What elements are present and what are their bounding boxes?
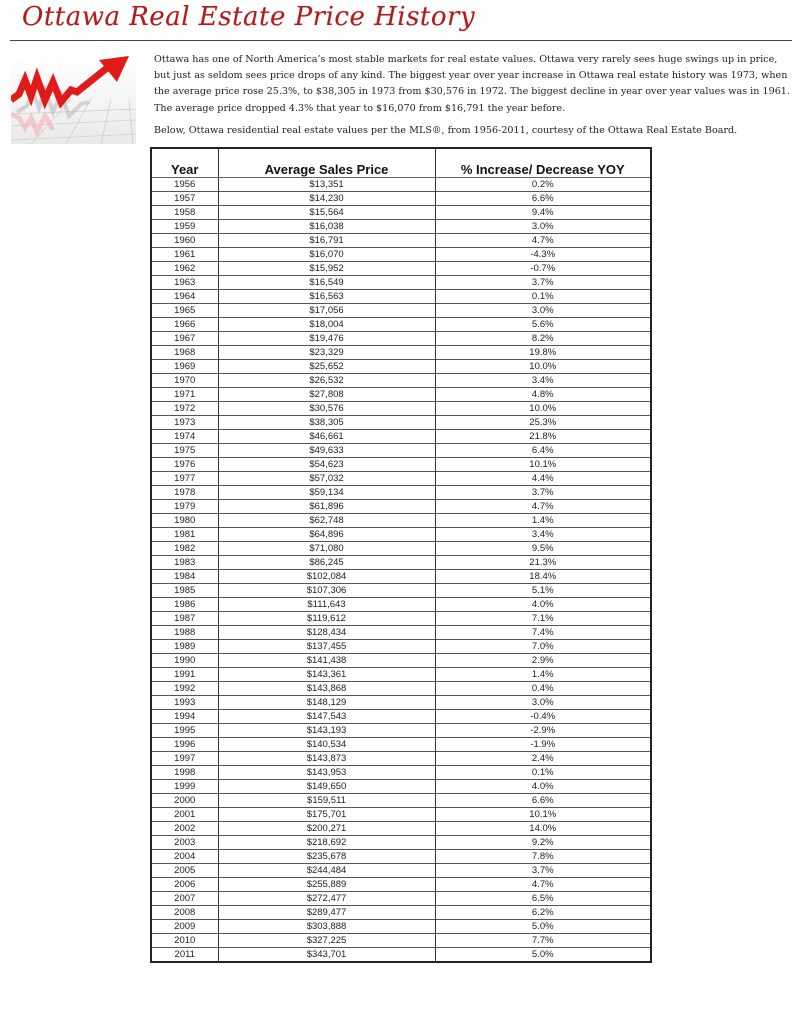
table-row: [151, 878, 651, 892]
cell-average-price: $289,477: [218, 906, 435, 920]
cell-year: 1974: [151, 430, 218, 444]
cell-average-price: $59,134: [218, 486, 435, 500]
cell-percent-change: 19.8%: [435, 346, 651, 360]
cell-year: 2007: [151, 892, 218, 906]
cell-year: 2008: [151, 906, 218, 920]
table-row: [151, 934, 651, 948]
cell-percent-change: 9.2%: [435, 836, 651, 850]
cell-year: 1988: [151, 626, 218, 640]
cell-percent-change: 0.2%: [435, 178, 651, 192]
cell-percent-change: 4.7%: [435, 234, 651, 248]
rising-red-arrow-chart-icon: [11, 54, 136, 144]
cell-average-price: $16,563: [218, 290, 435, 304]
cell-percent-change: -4.3%: [435, 248, 651, 262]
cell-average-price: $244,484: [218, 864, 435, 878]
cell-year: 2001: [151, 808, 218, 822]
table-row: [151, 234, 651, 248]
cell-percent-change: 1.4%: [435, 514, 651, 528]
cell-year: 1992: [151, 682, 218, 696]
cell-average-price: $16,070: [218, 248, 435, 262]
table-row: [151, 668, 651, 682]
cell-year: 2004: [151, 850, 218, 864]
cell-year: 1956: [151, 178, 218, 192]
cell-average-price: $159,511: [218, 794, 435, 808]
cell-average-price: $62,748: [218, 514, 435, 528]
cell-year: 1968: [151, 346, 218, 360]
cell-percent-change: 10.0%: [435, 360, 651, 374]
table-row: [151, 794, 651, 808]
cell-average-price: $147,543: [218, 710, 435, 724]
cell-percent-change: 4.0%: [435, 598, 651, 612]
cell-percent-change: 3.7%: [435, 276, 651, 290]
table-row: [151, 486, 651, 500]
cell-year: 2005: [151, 864, 218, 878]
cell-average-price: $143,193: [218, 724, 435, 738]
table-row: [151, 710, 651, 724]
cell-year: 2002: [151, 822, 218, 836]
cell-percent-change: 4.7%: [435, 878, 651, 892]
cell-average-price: $54,623: [218, 458, 435, 472]
cell-year: 1993: [151, 696, 218, 710]
cell-percent-change: 3.0%: [435, 696, 651, 710]
cell-average-price: $128,434: [218, 626, 435, 640]
table-row: [151, 850, 651, 864]
cell-year: 1975: [151, 444, 218, 458]
table-row: [151, 444, 651, 458]
cell-average-price: $38,305: [218, 416, 435, 430]
cell-year: 1987: [151, 612, 218, 626]
rising-arrow-chart-image: [11, 54, 136, 144]
cell-percent-change: 4.0%: [435, 780, 651, 794]
table-row: [151, 248, 651, 262]
cell-percent-change: 0.4%: [435, 682, 651, 696]
table-row: [151, 192, 651, 206]
cell-percent-change: 7.1%: [435, 612, 651, 626]
cell-percent-change: 14.0%: [435, 822, 651, 836]
cell-percent-change: -2.9%: [435, 724, 651, 738]
cell-year: 1957: [151, 192, 218, 206]
cell-average-price: $27,808: [218, 388, 435, 402]
cell-percent-change: 2.4%: [435, 752, 651, 766]
cell-percent-change: 8.2%: [435, 332, 651, 346]
table-row: [151, 206, 651, 220]
table-row: [151, 528, 651, 542]
cell-year: 1989: [151, 640, 218, 654]
header-percent-change: % Increase/ Decrease YOY: [435, 148, 651, 178]
price-history-table: [150, 147, 652, 963]
cell-average-price: $64,896: [218, 528, 435, 542]
cell-average-price: $49,633: [218, 444, 435, 458]
cell-year: 2003: [151, 836, 218, 850]
cell-average-price: $255,889: [218, 878, 435, 892]
table-row: [151, 430, 651, 444]
cell-percent-change: 3.0%: [435, 304, 651, 318]
cell-average-price: $137,455: [218, 640, 435, 654]
cell-average-price: $16,549: [218, 276, 435, 290]
cell-percent-change: 3.0%: [435, 220, 651, 234]
table-row: [151, 724, 651, 738]
table-row: [151, 556, 651, 570]
cell-percent-change: 18.4%: [435, 570, 651, 584]
cell-percent-change: 7.7%: [435, 934, 651, 948]
cell-year: 1969: [151, 360, 218, 374]
cell-average-price: $111,643: [218, 598, 435, 612]
cell-year: 1960: [151, 234, 218, 248]
cell-percent-change: 25.3%: [435, 416, 651, 430]
table-row: [151, 542, 651, 556]
cell-percent-change: 10.1%: [435, 808, 651, 822]
table-row: [151, 654, 651, 668]
table-row: [151, 766, 651, 780]
cell-average-price: $102,084: [218, 570, 435, 584]
table-row: [151, 808, 651, 822]
intro-paragraph: Ottawa has one of North America’s most stable markets for real estate values. Ottawa very rarely sees huge swings up in price, but just as seldom sees price drops of any kind. The biggest year over year increase in Ottawa real estate history was 1973, when the average price rose 25.3%, to $38,305 in 1973 from $30,576 in 1972. The biggest decline in year over year values was in 1961. The average price dropped 4.3% that year to $16,070 from $16,791 the year before.: [154, 54, 790, 114]
table-row: [151, 920, 651, 934]
cell-year: 1997: [151, 752, 218, 766]
table-row: [151, 458, 651, 472]
cell-percent-change: 0.1%: [435, 290, 651, 304]
cell-average-price: $18,004: [218, 318, 435, 332]
cell-percent-change: 3.7%: [435, 864, 651, 878]
table-row: [151, 360, 651, 374]
table-row: [151, 416, 651, 430]
table-row: [151, 626, 651, 640]
cell-average-price: $23,329: [218, 346, 435, 360]
table-row: [151, 318, 651, 332]
source-note: Below, Ottawa residential real estate values per the MLS®, from 1956-2011, courtesy of the Ottawa Real Estate Board.: [154, 124, 738, 136]
cell-average-price: $143,953: [218, 766, 435, 780]
cell-percent-change: 0.1%: [435, 766, 651, 780]
cell-year: 1990: [151, 654, 218, 668]
cell-percent-change: 10.1%: [435, 458, 651, 472]
cell-year: 1994: [151, 710, 218, 724]
cell-year: 1980: [151, 514, 218, 528]
cell-percent-change: 4.8%: [435, 388, 651, 402]
cell-year: 1976: [151, 458, 218, 472]
table-row: [151, 500, 651, 514]
cell-year: 1996: [151, 738, 218, 752]
cell-average-price: $15,952: [218, 262, 435, 276]
cell-percent-change: 3.4%: [435, 528, 651, 542]
cell-average-price: $107,306: [218, 584, 435, 598]
cell-percent-change: 2.9%: [435, 654, 651, 668]
cell-average-price: $19,476: [218, 332, 435, 346]
cell-percent-change: 1.4%: [435, 668, 651, 682]
cell-percent-change: 7.4%: [435, 626, 651, 640]
cell-average-price: $46,661: [218, 430, 435, 444]
cell-average-price: $327,225: [218, 934, 435, 948]
table-row: [151, 696, 651, 710]
cell-percent-change: 6.2%: [435, 906, 651, 920]
cell-year: 1991: [151, 668, 218, 682]
table-row: [151, 262, 651, 276]
cell-percent-change: 10.0%: [435, 402, 651, 416]
cell-average-price: $15,564: [218, 206, 435, 220]
cell-year: 1973: [151, 416, 218, 430]
table-row: [151, 836, 651, 850]
table-row: [151, 178, 651, 192]
cell-average-price: $143,361: [218, 668, 435, 682]
table-row: [151, 332, 651, 346]
cell-year: 1986: [151, 598, 218, 612]
cell-percent-change: 7.0%: [435, 640, 651, 654]
cell-average-price: $175,701: [218, 808, 435, 822]
title-divider: [10, 40, 792, 41]
cell-percent-change: 6.6%: [435, 794, 651, 808]
table-row: [151, 388, 651, 402]
cell-average-price: $119,612: [218, 612, 435, 626]
cell-percent-change: 6.4%: [435, 444, 651, 458]
cell-percent-change: 3.7%: [435, 486, 651, 500]
cell-year: 1979: [151, 500, 218, 514]
table-row: [151, 682, 651, 696]
table-row: [151, 948, 651, 963]
cell-year: 1962: [151, 262, 218, 276]
cell-percent-change: 5.0%: [435, 948, 651, 963]
cell-average-price: $17,056: [218, 304, 435, 318]
cell-average-price: $26,532: [218, 374, 435, 388]
cell-year: 1967: [151, 332, 218, 346]
cell-average-price: $16,038: [218, 220, 435, 234]
header-average-sales-price: Average Sales Price: [218, 148, 435, 178]
cell-percent-change: 6.6%: [435, 192, 651, 206]
cell-year: 1981: [151, 528, 218, 542]
cell-year: 1983: [151, 556, 218, 570]
cell-percent-change: 4.4%: [435, 472, 651, 486]
cell-percent-change: 7.8%: [435, 850, 651, 864]
cell-year: 1966: [151, 318, 218, 332]
cell-average-price: $343,701: [218, 948, 435, 963]
cell-year: 1985: [151, 584, 218, 598]
cell-year: 2009: [151, 920, 218, 934]
cell-average-price: $16,791: [218, 234, 435, 248]
cell-year: 1995: [151, 724, 218, 738]
cell-average-price: $148,129: [218, 696, 435, 710]
cell-average-price: $141,438: [218, 654, 435, 668]
cell-average-price: $71,080: [218, 542, 435, 556]
cell-average-price: $235,678: [218, 850, 435, 864]
table-row: [151, 864, 651, 878]
cell-average-price: $200,271: [218, 822, 435, 836]
cell-average-price: $86,245: [218, 556, 435, 570]
cell-average-price: $140,534: [218, 738, 435, 752]
cell-percent-change: 21.3%: [435, 556, 651, 570]
table-row: [151, 276, 651, 290]
cell-year: 1965: [151, 304, 218, 318]
table-row: [151, 220, 651, 234]
intro-text: [154, 52, 794, 145]
cell-percent-change: 4.7%: [435, 500, 651, 514]
cell-average-price: $57,032: [218, 472, 435, 486]
cell-average-price: $149,650: [218, 780, 435, 794]
table-row: [151, 514, 651, 528]
cell-year: 1963: [151, 276, 218, 290]
cell-year: 2010: [151, 934, 218, 948]
cell-year: 2006: [151, 878, 218, 892]
table-body: [151, 178, 651, 963]
cell-year: 1959: [151, 220, 218, 234]
header-year: Year: [151, 148, 218, 178]
table-row: [151, 822, 651, 836]
cell-average-price: $218,692: [218, 836, 435, 850]
cell-percent-change: 3.4%: [435, 374, 651, 388]
cell-average-price: $303,888: [218, 920, 435, 934]
table-row: [151, 570, 651, 584]
cell-percent-change: 6.5%: [435, 892, 651, 906]
cell-percent-change: -0.7%: [435, 262, 651, 276]
cell-year: 1972: [151, 402, 218, 416]
cell-percent-change: 9.4%: [435, 206, 651, 220]
cell-year: 2011: [151, 948, 218, 963]
cell-year: 1978: [151, 486, 218, 500]
cell-average-price: $143,873: [218, 752, 435, 766]
table-row: [151, 346, 651, 360]
table-row: [151, 290, 651, 304]
table-row: [151, 752, 651, 766]
table-row: [151, 472, 651, 486]
cell-year: 1982: [151, 542, 218, 556]
cell-percent-change: -0.4%: [435, 710, 651, 724]
cell-average-price: $14,230: [218, 192, 435, 206]
table-row: [151, 584, 651, 598]
table-row: [151, 598, 651, 612]
cell-year: 1977: [151, 472, 218, 486]
table-row: [151, 304, 651, 318]
cell-average-price: $61,896: [218, 500, 435, 514]
cell-percent-change: 21.8%: [435, 430, 651, 444]
table-row: [151, 374, 651, 388]
cell-year: 1998: [151, 766, 218, 780]
table-row: [151, 780, 651, 794]
cell-year: 1971: [151, 388, 218, 402]
table-header-row: [151, 148, 651, 178]
cell-percent-change: -1.9%: [435, 738, 651, 752]
cell-year: 1961: [151, 248, 218, 262]
cell-year: 2000: [151, 794, 218, 808]
cell-year: 1964: [151, 290, 218, 304]
cell-percent-change: 5.1%: [435, 584, 651, 598]
cell-year: 1999: [151, 780, 218, 794]
table-row: [151, 906, 651, 920]
cell-year: 1984: [151, 570, 218, 584]
page-title: Ottawa Real Estate Price History: [22, 2, 476, 32]
cell-percent-change: 5.0%: [435, 920, 651, 934]
cell-year: 1970: [151, 374, 218, 388]
cell-year: 1958: [151, 206, 218, 220]
cell-average-price: $25,652: [218, 360, 435, 374]
cell-percent-change: 9.5%: [435, 542, 651, 556]
table-row: [151, 402, 651, 416]
cell-average-price: $272,477: [218, 892, 435, 906]
table-row: [151, 640, 651, 654]
cell-percent-change: 5.6%: [435, 318, 651, 332]
table-row: [151, 892, 651, 906]
cell-average-price: $143,868: [218, 682, 435, 696]
cell-average-price: $30,576: [218, 402, 435, 416]
table-row: [151, 612, 651, 626]
table-row: [151, 738, 651, 752]
cell-average-price: $13,351: [218, 178, 435, 192]
